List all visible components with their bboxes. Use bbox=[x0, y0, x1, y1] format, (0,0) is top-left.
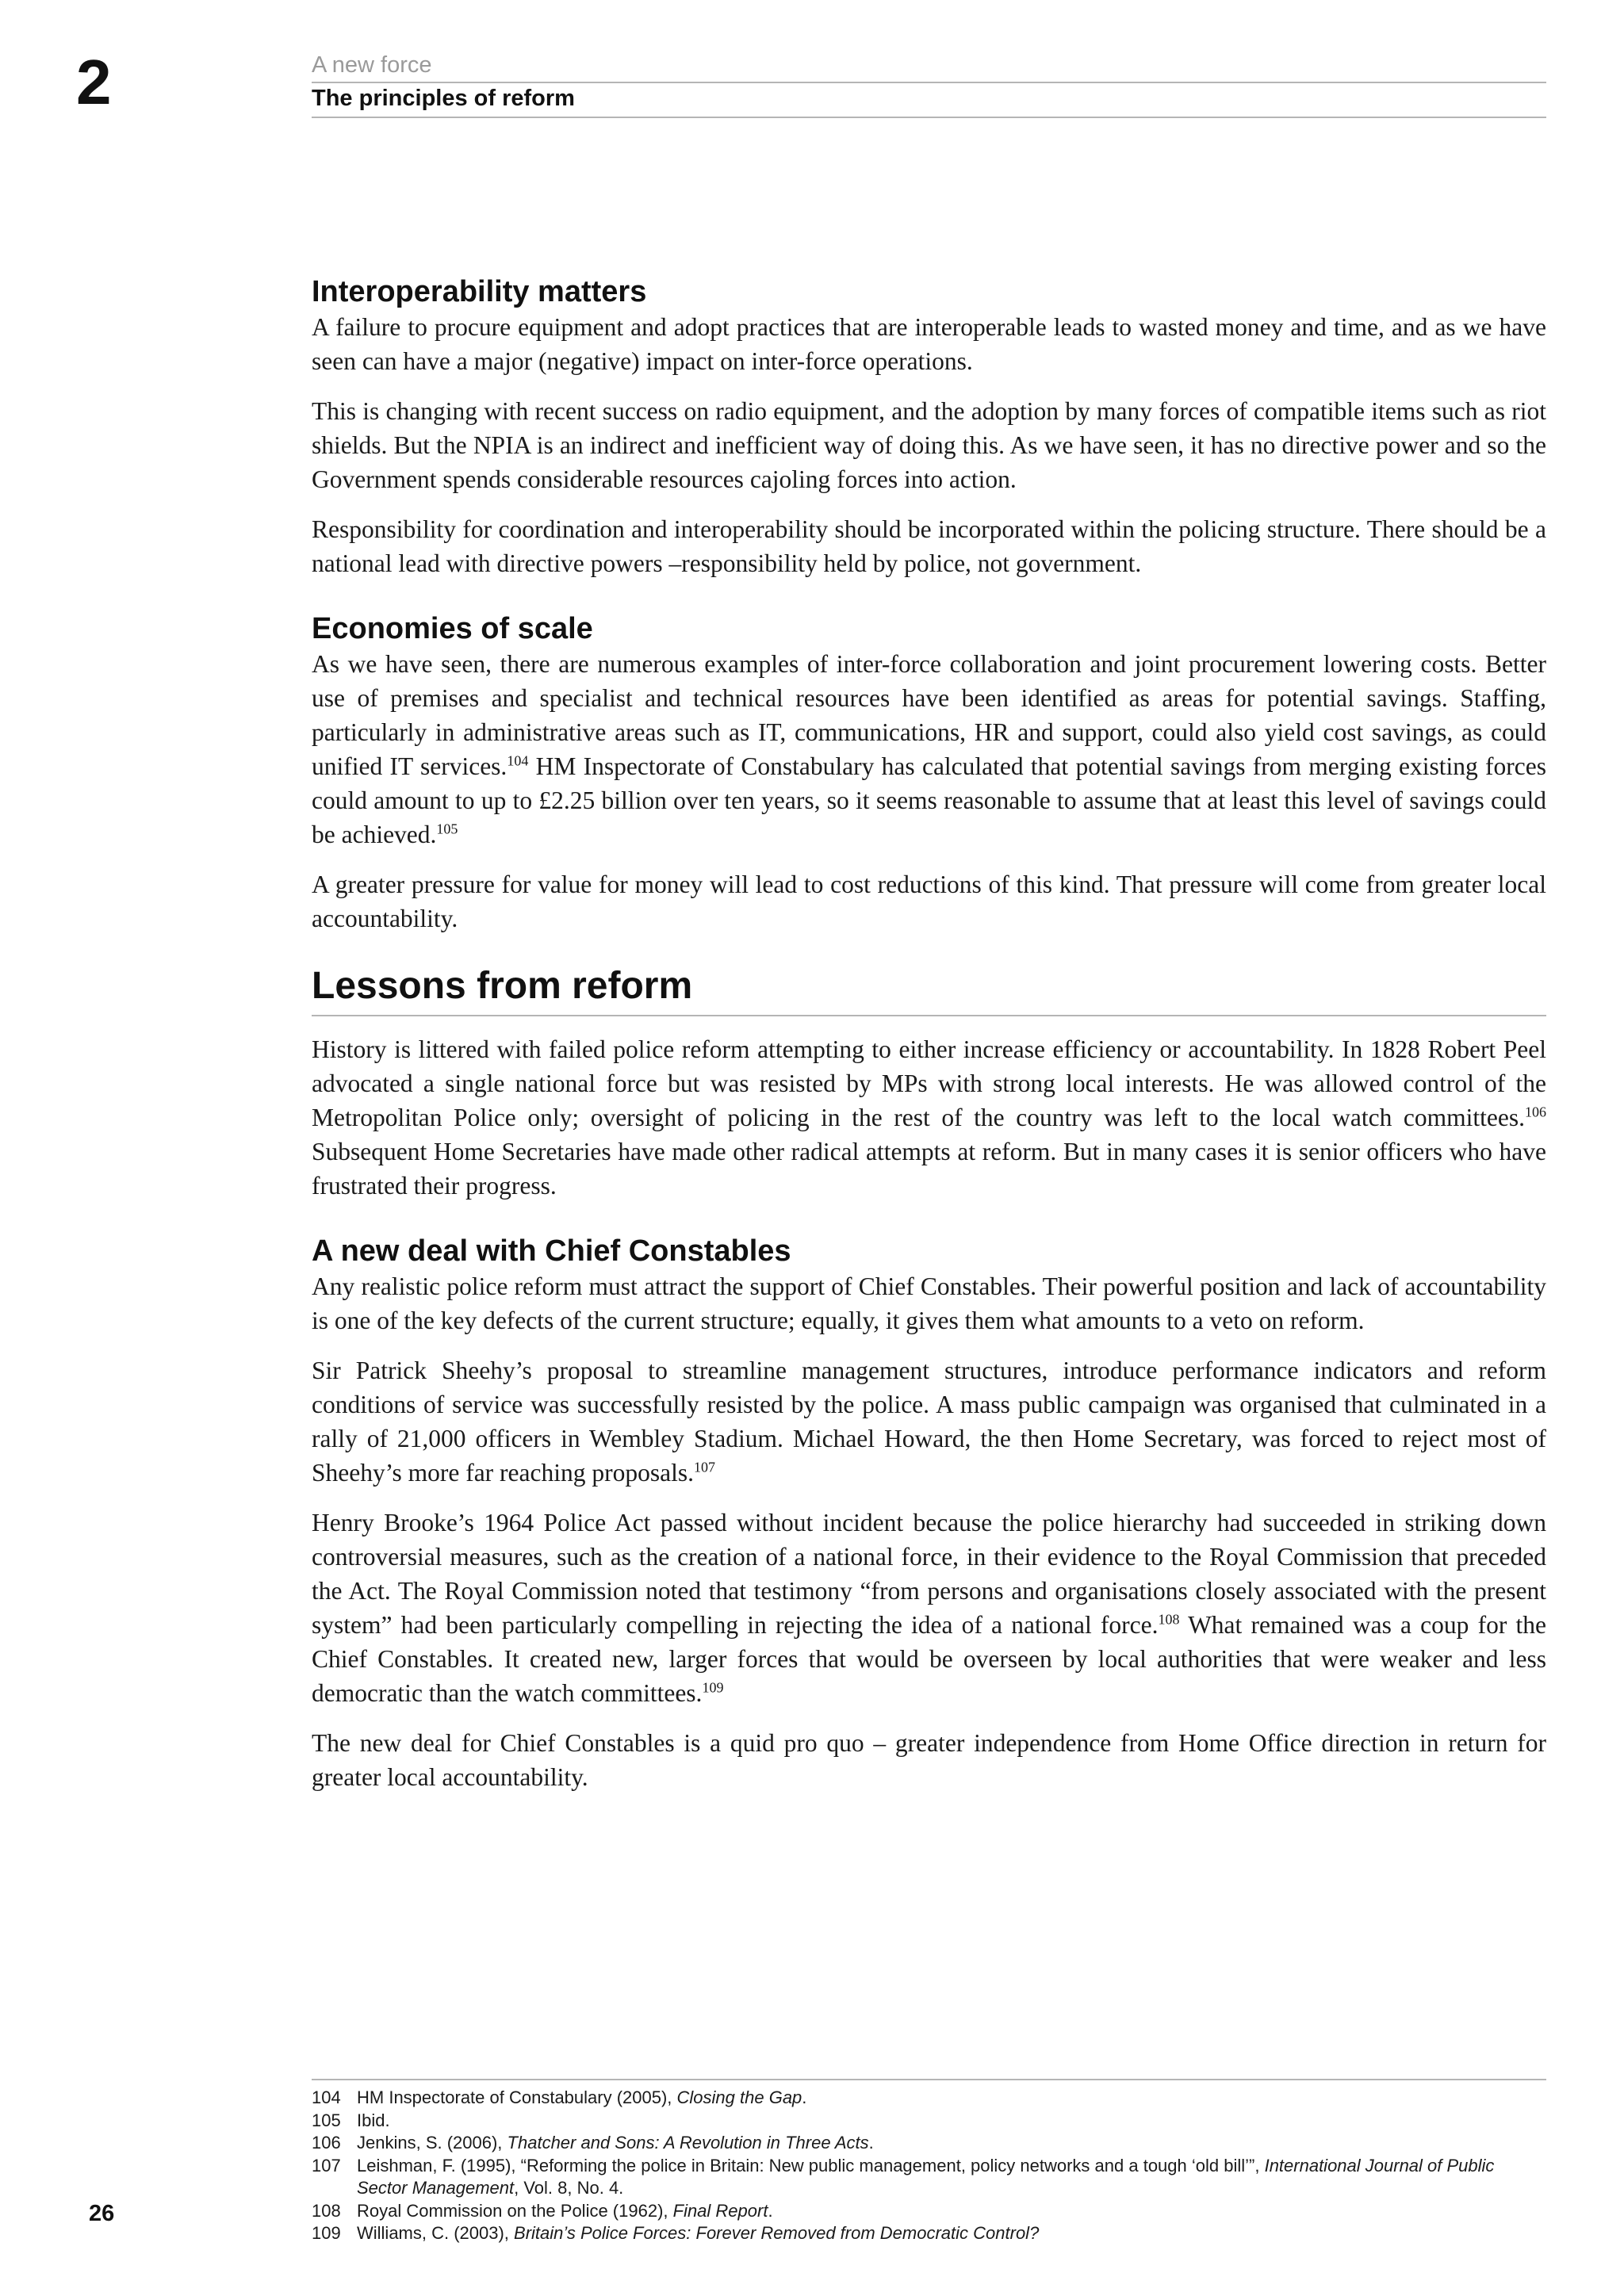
footnote-ref[interactable]: 105 bbox=[436, 821, 458, 837]
footnote-ref[interactable]: 106 bbox=[1525, 1104, 1546, 1120]
footnote-ref[interactable]: 107 bbox=[693, 1459, 715, 1475]
footnote-text: Royal Commission on the Police (1962), Final Report. bbox=[357, 2200, 773, 2221]
page-number: 26 bbox=[89, 2201, 115, 2226]
paragraph: A greater pressure for value for money will lead to cost reductions of this kind. That pressure will come from greater local accountability. bbox=[312, 871, 1546, 932]
paragraph: This is changing with recent success on radio equipment, and the adoption by many forces of compatible items such as riot shields. But the NPIA is an indirect and inefficient way of doing this. As we have seen, it has no directive power and so the Government spends considerable resources cajoling forces into action. bbox=[312, 397, 1546, 493]
footnote-number: 104 bbox=[312, 2087, 341, 2107]
footnote-text: Leishman, F. (1995), “Reforming the police in Britain: New public management, policy networks and a tough ‘old bill’”, International Journal of Public Sector Management, Vol. 8, No. 4. bbox=[357, 2155, 1495, 2198]
running-header-subsection: The principles of reform bbox=[312, 83, 1546, 118]
paragraph-text: Subsequent Home Secretaries have made other radical attempts at reform. But in many cases it is senior officers who have frustrated their progress. bbox=[312, 1138, 1546, 1200]
paragraph bbox=[312, 1032, 1546, 1203]
footnote-number: 105 bbox=[312, 2110, 341, 2130]
footnote bbox=[312, 2110, 1546, 2133]
footnote-text: Williams, C. (2003), Britain’s Police Forces: Forever Removed from Democratic Control? bbox=[357, 2223, 1040, 2243]
paragraph: Any realistic police reform must attract the support of Chief Constables. Their powerful position and lack of accountability is one of the key defects of the current structure; equally, it gives them what amounts to a veto on reform. bbox=[312, 1272, 1546, 1334]
paragraph-text: What remained was a coup for the Chief Constables. It created new, larger forces that would be overseen by local authorities that were weaker and less democratic than the watch committees. bbox=[312, 1611, 1546, 1707]
paragraph bbox=[312, 1506, 1546, 1710]
footnote bbox=[312, 2200, 1546, 2223]
paragraph bbox=[312, 647, 1546, 851]
paragraph: The new deal for Chief Constables is a quid pro quo – greater independence from Home Office direction in return for greater local accountability. bbox=[312, 1729, 1546, 1791]
main-content bbox=[312, 274, 1546, 1810]
chapter-number: 2 bbox=[76, 47, 112, 117]
footnotes bbox=[312, 2079, 1546, 2245]
footnote bbox=[312, 2155, 1546, 2200]
footnote-number: 109 bbox=[312, 2223, 341, 2243]
footnote bbox=[312, 2132, 1546, 2155]
footnote-text: Ibid. bbox=[357, 2110, 390, 2130]
footnote bbox=[312, 2087, 1546, 2110]
paragraph-text: As we have seen, there are numerous examples of inter-force collaboration and joint procurement lowering costs. Better use of premises and specialist and technical resources have been identified as areas for potential savings. Staffing, particularly in administrative areas such as IT, communications, HR and support, could also yield cost savings, as could unified IT services. bbox=[312, 650, 1546, 780]
footnote-ref[interactable]: 109 bbox=[702, 1679, 724, 1696]
heading-interoperability: Interoperability matters bbox=[312, 275, 647, 308]
footnote-ref[interactable]: 108 bbox=[1158, 1611, 1180, 1628]
heading-lessons-from-reform: Lessons from reform bbox=[312, 962, 1546, 1016]
footnote-number: 108 bbox=[312, 2200, 341, 2221]
running-header bbox=[312, 51, 1546, 118]
paragraph-text: History is littered with failed police reform attempting to either increase efficiency or accountability. In 1828 Robert Peel advocated a single national force but was resisted by MPs with strong local interests. He was allowed control of the Metropolitan Police only; oversight of policing in the rest of the country was left to the local watch committees. bbox=[312, 1035, 1546, 1131]
footnote-text: Jenkins, S. (2006), Thatcher and Sons: A Revolution in Three Acts. bbox=[357, 2133, 874, 2152]
footnote-number: 107 bbox=[312, 2155, 341, 2175]
footnote-ref[interactable]: 104 bbox=[507, 752, 529, 769]
paragraph-text: Sir Patrick Sheehy’s proposal to streamline management structures, introduce performance indicators and reform conditions of service was successfully resisted by the police. A mass public campaign was organised that culminated in a rally of 21,000 officers in Wembley Stadium. Michael Howard, the then Home Secretary, was forced to reject most of Sheehy’s more far reaching proposals. bbox=[312, 1357, 1546, 1487]
paragraph: A failure to procure equipment and adopt practices that are interoperable leads to wasted money and time, and as we have seen can have a major (negative) impact on inter-force operations. bbox=[312, 313, 1546, 375]
paragraph-text: Henry Brooke’s 1964 Police Act passed without incident because the police hierarchy had succeeded in striking down controversial measures, such as the creation of a national force, in their evidence to the Royal Commission that preceded the Act. The Royal Commission noted that testimony “from persons and organisations closely associated with the present system” had been particularly compelling in rejecting the idea of a national force. bbox=[312, 1509, 1546, 1639]
heading-economies-of-scale: Economies of scale bbox=[312, 612, 593, 645]
footnote-number: 106 bbox=[312, 2133, 341, 2152]
paragraph-text: HM Inspectorate of Constabulary has calculated that potential savings from merging existing forces could amount to up to £2.25 billion over ten years, so it seems reasonable to assume that at least this level of savings could be achieved. bbox=[312, 752, 1546, 848]
footnote-text: HM Inspectorate of Constabulary (2005), Closing the Gap. bbox=[357, 2087, 807, 2107]
paragraph: Responsibility for coordination and interoperability should be incorporated within the policing structure. There should be a national lead with directive powers –responsibility held by police, not government. bbox=[312, 515, 1546, 577]
heading-new-deal: A new deal with Chief Constables bbox=[312, 1234, 791, 1268]
paragraph bbox=[312, 1353, 1546, 1490]
running-header-section: A new force bbox=[312, 51, 1546, 83]
footnote bbox=[312, 2222, 1546, 2245]
